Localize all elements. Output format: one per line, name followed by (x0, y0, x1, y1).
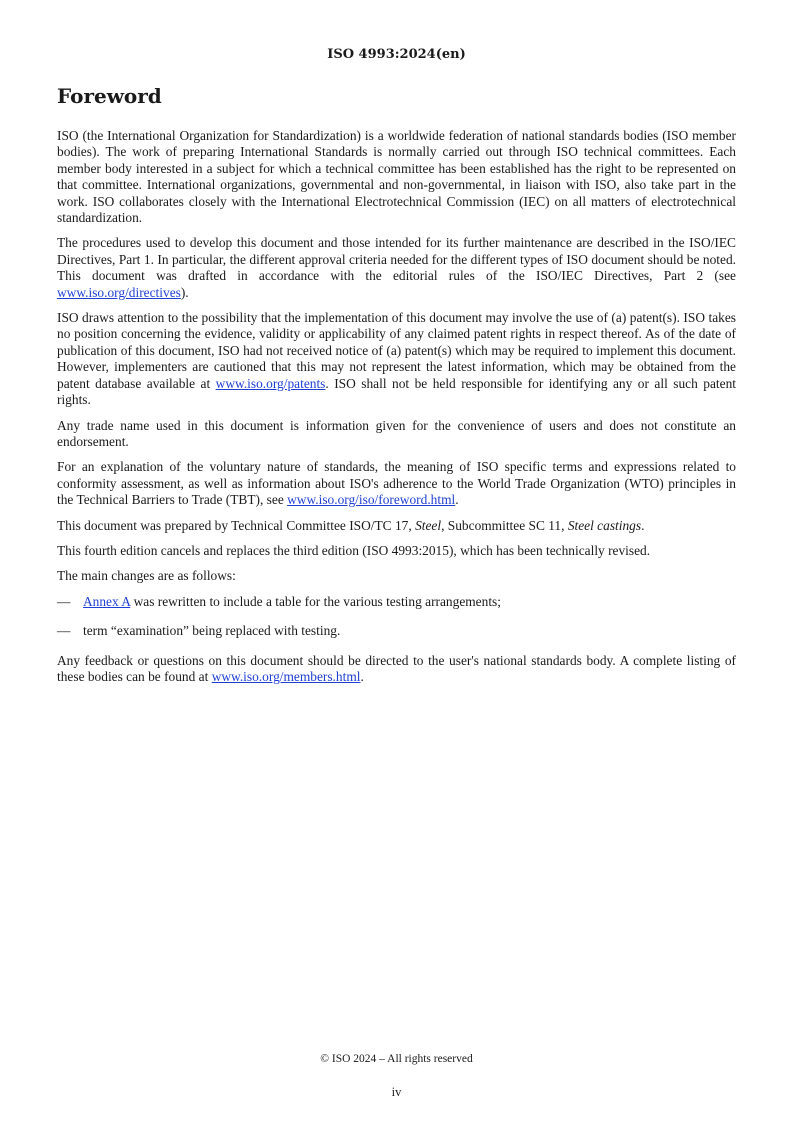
list-item-rest: was rewritten to include a table for the various testing arrangements; (130, 593, 501, 609)
paragraph-committee (57, 518, 736, 534)
paragraph-feedback (57, 653, 736, 686)
list-item-text (83, 594, 501, 610)
list-item-text: term “examination” being replaced with testing. (83, 623, 341, 639)
paragraph-voluntary-nature (57, 459, 736, 508)
annex-a-link[interactable]: Annex A (83, 593, 131, 609)
dash-bullet: — (57, 623, 71, 639)
committee-name: Steel (415, 517, 442, 533)
copyright-notice: © ISO 2024 – All rights reserved (320, 1053, 473, 1065)
paragraph-text: . (641, 517, 645, 533)
paragraph-text: The procedures used to develop this document and those intended for its further maintenance are described in the ISO/IEC Directives, Part 1. In particular, the different approval criteria needed for the different types of ISO document should be noted. This document was drafted in accordance with the editorial rules of the ISO/IEC Directives, Part 2 (see (57, 235, 736, 284)
paragraph-iso-federation: ISO (the International Organization for Standardization) is a worldwide federation of national standards bodies (ISO member bodies). The work of preparing International Standards is normally carried out through ISO technical committees. Each member body interested in a subject for which a technical committee has been established has the right to be represented on that committee. International organizations, governmental and non-governmental, in liaison with ISO, also take part in the work. ISO collaborates closely with the International Electrotechnical Commission (IEC) on all matters of electrotechnical standardization. (57, 128, 736, 226)
document-header: ISO 4993:2024(en) (327, 47, 466, 62)
foreword-link[interactable]: www.iso.org/iso/foreword.html (287, 492, 456, 508)
paragraph-text: ISO draws attention to the possibility that the implementation of this document may involve the use of (a) patent(s). ISO takes no position concerning the evidence, validity or applicability of any claimed patent rights in respect thereof. As of the date of publication of this document, ISO had not received notice of (a) patent(s) which may be required to implement this document. However, implementers are cautioned that this may not represent the latest information, which may be obtained from the patent database available at (57, 310, 736, 391)
directives-link[interactable]: www.iso.org/directives (57, 284, 181, 300)
list-item (57, 594, 736, 610)
paragraph-text: . (360, 668, 364, 684)
subcommittee-name: Steel castings (567, 517, 642, 533)
members-link[interactable]: www.iso.org/members.html (211, 668, 361, 684)
paragraph-text: , Subcommittee SC 11, (441, 517, 568, 533)
paragraph-patents (57, 310, 736, 408)
page-title: Foreword (57, 84, 162, 108)
paragraph-trade-name: Any trade name used in this document is information given for the convenience of users and does not constitute an endorsement. (57, 417, 736, 449)
patents-link[interactable]: www.iso.org/patents (215, 375, 326, 391)
list-item (57, 623, 736, 639)
paragraph-text: For an explanation of the voluntary nature of standards, the meaning of ISO specific terms and expressions related to conformity assessment, as well as information about ISO's adherence to the World Trade Organization (WTO) principles in the Technical Barriers to Trade (TBT), see (57, 459, 736, 508)
paragraph-text: . (455, 492, 459, 508)
paragraph-text: . ISO shall not be held responsible for identifying any or all such patent rights. (57, 375, 736, 408)
paragraph-text: ). (180, 284, 189, 300)
paragraph-procedures (57, 235, 736, 301)
paragraph-edition: This fourth edition cancels and replaces the third edition (ISO 4993:2015), which has been technically revised. (57, 542, 651, 558)
paragraph-text: Any feedback or questions on this document should be directed to the user's national standards body. A complete listing of these bodies can be found at (57, 652, 736, 684)
page-number: iv (391, 1085, 402, 1099)
paragraph-text: This document was prepared by Technical Committee ISO/TC 17, (57, 517, 416, 533)
changes-list (57, 594, 736, 640)
dash-bullet: — (57, 593, 71, 609)
paragraph-main-changes: The main changes are as follows: (57, 568, 236, 584)
foreword-body (57, 128, 736, 694)
